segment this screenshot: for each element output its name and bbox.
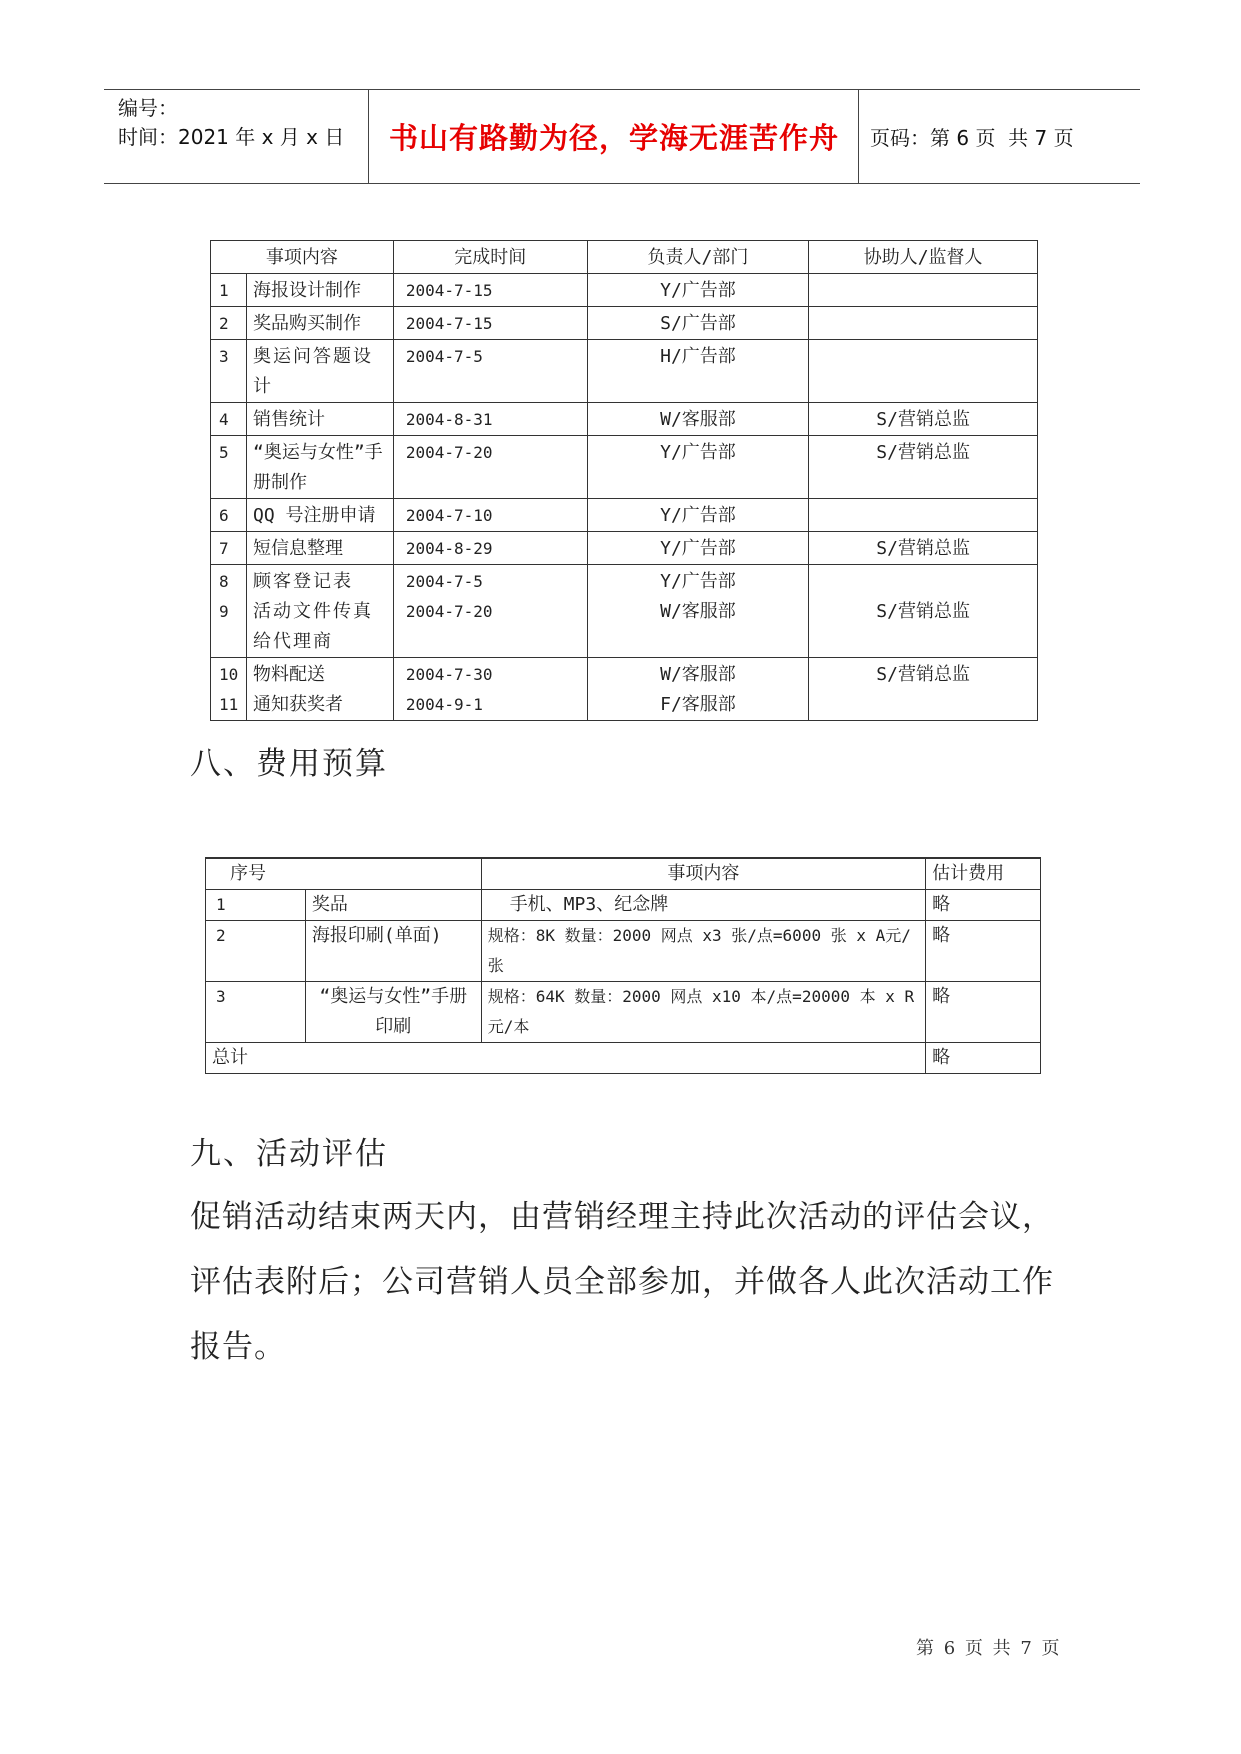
header-cell: 协助人/监督人 xyxy=(809,241,1038,274)
table-row xyxy=(211,307,1038,340)
row-cost: 略 xyxy=(926,921,1041,982)
row-helper-a xyxy=(815,567,1031,597)
table-row xyxy=(211,565,1038,658)
row-date xyxy=(393,565,587,658)
row-number: 2 xyxy=(211,307,247,340)
row-date xyxy=(393,658,587,721)
row-number: 2 xyxy=(206,921,306,982)
row-date: 2004-7-5 xyxy=(393,340,587,403)
table-header-row xyxy=(211,241,1038,274)
row-item: 奖品购买制作 xyxy=(246,307,393,340)
row-item xyxy=(246,658,393,721)
row-number: 1 xyxy=(211,274,247,307)
row-item: QQ 号注册申请 xyxy=(246,499,393,532)
row-item-a: 物料配送 xyxy=(252,664,325,685)
row-item: “奥运与女性”手册制作 xyxy=(246,436,393,499)
table-row xyxy=(211,340,1038,403)
row-helper xyxy=(809,307,1038,340)
row-number xyxy=(211,565,247,658)
row-date-a: 2004-7-5 xyxy=(405,572,483,591)
row-cost: 略 xyxy=(926,982,1041,1043)
row-owner-a: W/客服部 xyxy=(660,664,736,685)
row-date-a: 2004-7-30 xyxy=(405,665,493,684)
row-number-a: 8 xyxy=(219,572,229,591)
row-owner-b: F/客服部 xyxy=(660,694,736,715)
header-cell: 事项内容 xyxy=(211,241,394,274)
row-content: 规格：64K 数量：2000 网点 x10 本/点=20000 本 x R元/本 xyxy=(481,982,925,1043)
document-time: 时间：2021 年 x 月 x 日 xyxy=(118,125,345,149)
section-8-title: 八、费用预算 xyxy=(190,746,388,782)
row-owner xyxy=(587,565,809,658)
header-page-number: 页码：第 6 页 共 7 页 xyxy=(870,126,1074,150)
budget-table xyxy=(205,857,1041,1074)
header-motto: 书山有路勤为径，学海无涯苦作舟 xyxy=(388,121,839,155)
header-cell: 负责人/部门 xyxy=(587,241,809,274)
row-helper: S/营销总监 xyxy=(809,532,1038,565)
table-row xyxy=(206,890,1041,921)
row-item-b: 活动文件传真给代理商 xyxy=(252,601,373,652)
header-divider xyxy=(858,90,859,183)
row-owner xyxy=(587,658,809,721)
table-row xyxy=(206,982,1041,1043)
row-date: 2004-7-10 xyxy=(393,499,587,532)
row-helper: S/营销总监 xyxy=(809,403,1038,436)
row-item: 短信息整理 xyxy=(246,532,393,565)
row-owner: Y/广告部 xyxy=(587,436,809,499)
row-date-b: 2004-9-1 xyxy=(405,695,483,714)
row-date: 2004-7-15 xyxy=(393,307,587,340)
table-total-row xyxy=(206,1043,1041,1074)
table-row xyxy=(211,274,1038,307)
row-date: 2004-8-31 xyxy=(393,403,587,436)
table-row xyxy=(211,403,1038,436)
total-cost: 略 xyxy=(926,1043,1041,1074)
row-item-a: 顾客登记表 xyxy=(252,571,353,592)
row-name: 奖品 xyxy=(305,890,481,921)
section-9-title: 九、活动评估 xyxy=(190,1136,388,1172)
row-helper-b xyxy=(815,690,1031,720)
row-owner-a: Y/广告部 xyxy=(660,571,736,592)
row-owner: W/客服部 xyxy=(587,403,809,436)
row-helper xyxy=(809,658,1038,721)
row-date: 2004-7-20 xyxy=(393,436,587,499)
row-number: 5 xyxy=(211,436,247,499)
table-row xyxy=(206,921,1041,982)
row-helper xyxy=(809,565,1038,658)
header-divider xyxy=(368,90,369,183)
row-item: 奥运问答题设计 xyxy=(246,340,393,403)
row-name: 海报印刷(单面) xyxy=(305,921,481,982)
header-cell: 估计费用 xyxy=(926,858,1041,890)
row-number: 3 xyxy=(206,982,306,1043)
page-footer: 第 6 页 共 7 页 xyxy=(916,1638,1062,1659)
row-name: “奥运与女性”手册印刷 xyxy=(305,982,481,1043)
row-content: 手机、MP3、纪念牌 xyxy=(481,890,925,921)
row-item: 销售统计 xyxy=(246,403,393,436)
page-header xyxy=(104,89,1140,184)
row-helper xyxy=(809,340,1038,403)
row-number: 3 xyxy=(211,340,247,403)
header-cell: 事项内容 xyxy=(481,858,925,890)
section-9-paragraph: 促销活动结束两天内，由营销经理主持此次活动的评估会议，评估表附后；公司营销人员全部参加，并做各人此次活动工作报告。 xyxy=(190,1199,1054,1365)
row-helper-b: S/营销总监 xyxy=(876,601,970,622)
row-number: 7 xyxy=(211,532,247,565)
row-number-b: 11 xyxy=(219,695,239,714)
document-number: 编号： xyxy=(118,96,178,120)
row-date: 2004-7-15 xyxy=(393,274,587,307)
total-label: 总计 xyxy=(206,1043,926,1074)
row-cost: 略 xyxy=(926,890,1041,921)
table-row xyxy=(211,436,1038,499)
row-owner: Y/广告部 xyxy=(587,274,809,307)
row-owner: S/广告部 xyxy=(587,307,809,340)
row-owner: Y/广告部 xyxy=(587,499,809,532)
table-row xyxy=(211,499,1038,532)
row-number: 4 xyxy=(211,403,247,436)
table-row xyxy=(211,658,1038,721)
row-owner-b: W/客服部 xyxy=(660,601,736,622)
row-owner: Y/广告部 xyxy=(587,532,809,565)
row-date-b: 2004-7-20 xyxy=(405,602,493,621)
row-helper-a: S/营销总监 xyxy=(876,664,970,685)
table-header-row xyxy=(206,858,1041,890)
schedule-table xyxy=(210,240,1038,721)
row-helper xyxy=(809,499,1038,532)
table-row xyxy=(211,532,1038,565)
row-item: 海报设计制作 xyxy=(246,274,393,307)
row-number xyxy=(211,658,247,721)
row-helper: S/营销总监 xyxy=(809,436,1038,499)
row-helper xyxy=(809,274,1038,307)
header-cell: 序号 xyxy=(206,858,482,890)
row-number: 1 xyxy=(206,890,306,921)
row-owner: H/广告部 xyxy=(587,340,809,403)
row-number-b: 9 xyxy=(219,602,229,621)
header-cell: 完成时间 xyxy=(393,241,587,274)
row-number: 6 xyxy=(211,499,247,532)
row-number-a: 10 xyxy=(219,665,239,684)
row-item-b: 通知获奖者 xyxy=(252,694,343,715)
row-item xyxy=(246,565,393,658)
header-meta xyxy=(118,94,358,152)
row-date: 2004-8-29 xyxy=(393,532,587,565)
row-content: 规格：8K 数量：2000 网点 x3 张/点=6000 张 x A元/张 xyxy=(481,921,925,982)
